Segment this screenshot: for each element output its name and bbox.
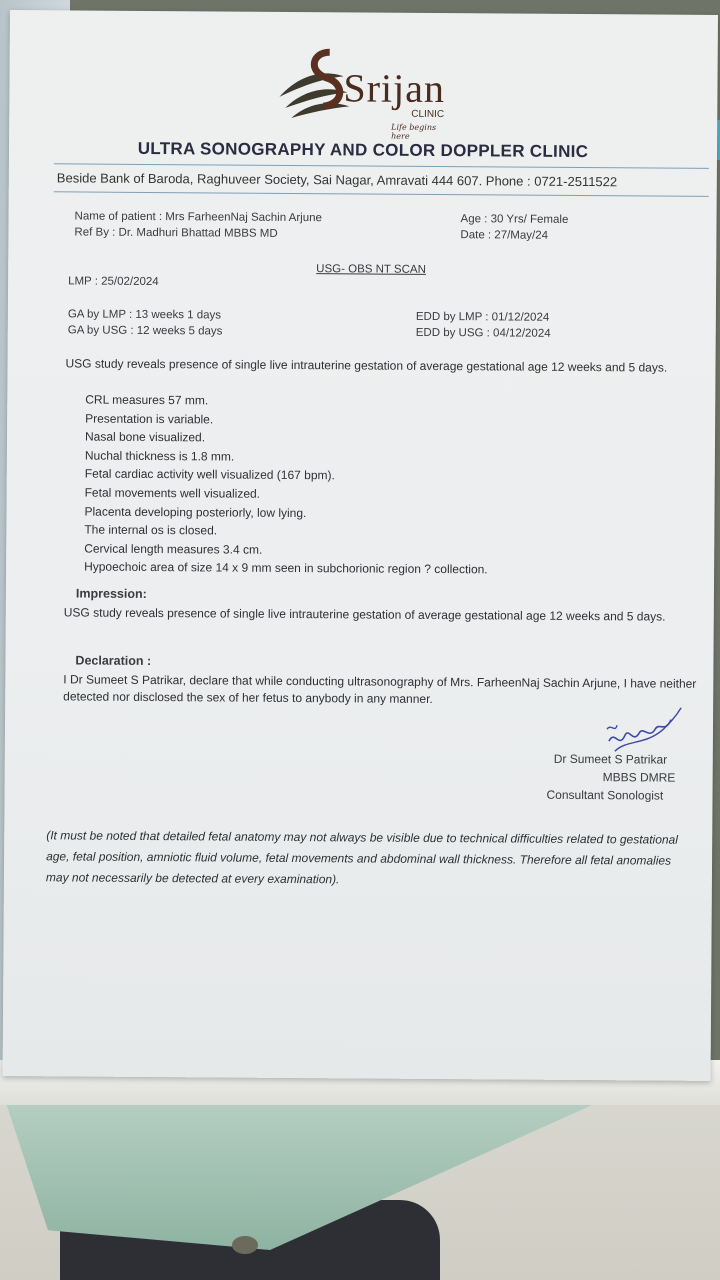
report-sheet bbox=[3, 10, 718, 1081]
impression-text: USG study reveals presence of single live intrauterine gestation of average gestational age 12 weeks and 5 days. bbox=[63, 605, 666, 624]
doctor-designation: Consultant Sonologist bbox=[546, 787, 664, 803]
impression-heading: Impression: bbox=[75, 586, 147, 601]
finding-item: Cervical length measures 3.4 cm. bbox=[84, 541, 263, 557]
report-title: USG- OBS NT SCAN bbox=[316, 263, 426, 276]
clipboard-rivet bbox=[232, 1236, 258, 1254]
logo-tagline: Life begins here bbox=[391, 122, 437, 141]
finding-item: CRL measures 57 mm. bbox=[85, 392, 209, 408]
clinic-logo bbox=[271, 42, 452, 139]
finding-item: Presentation is variable. bbox=[85, 411, 214, 427]
patient-age: Age : 30 Yrs/ Female bbox=[460, 213, 569, 226]
doctor-qualification: MBBS DMRE bbox=[602, 770, 676, 785]
report-date: Date : 27/May/24 bbox=[460, 229, 549, 242]
logo-wordmark: Srijan bbox=[343, 65, 446, 112]
declaration-text: I Dr Sumeet S Patrikar, declare that while conducting ultrasonography of Mrs. FarheenNaj Sachin Arjune, I have neither detected nor disclosed the sex of her fetus to anybody in any manner. bbox=[63, 672, 697, 706]
address-rule bbox=[54, 191, 709, 197]
finding-item: Hypoechoic area of size 14 x 9 mm seen in subchorionic region ? collection. bbox=[84, 559, 488, 577]
doctor-name: Dr Sumeet S Patrikar bbox=[553, 751, 668, 767]
ga-by-lmp: GA by LMP : 13 weeks 1 days bbox=[67, 308, 222, 322]
logo-subtext: CLINIC bbox=[411, 108, 445, 121]
finding-item: Nuchal thickness is 1.8 mm. bbox=[84, 448, 235, 464]
patient-name: Name of patient : Mrs FarheenNaj Sachin Arjune bbox=[74, 210, 322, 225]
lmp: LMP : 25/02/2024 bbox=[68, 275, 159, 289]
disclaimer-note: (It must be noted that detailed fetal anatomy may not always be visible due to technical difficulties related to gestational age, fetal position, amniotic fluid volume, fetal movements and abdominal wall thickness. Therefore all fetal anomalies may not necessarily be detected at every examination). bbox=[45, 828, 678, 887]
findings-list bbox=[84, 391, 489, 580]
clinic-address: Beside Bank of Baroda, Raghuveer Society, Sai Nagar, Amravati 444 607. Phone : 0721-2511522 bbox=[56, 170, 618, 190]
referred-by: Ref By : Dr. Madhuri Bhattad MBBS MD bbox=[74, 226, 278, 240]
clinic-name: ULTRA SONOGRAPHY AND COLOR DOPPLER CLINIC bbox=[137, 138, 589, 162]
header-rule bbox=[54, 163, 709, 169]
finding-item: The internal os is closed. bbox=[84, 522, 218, 538]
finding-item: Fetal cardiac activity well visualized (167 bpm). bbox=[84, 466, 335, 483]
finding-item: Nasal bone visualized. bbox=[84, 429, 206, 445]
finding-item: Fetal movements well visualized. bbox=[84, 485, 261, 501]
edd-by-usg: EDD by USG : 04/12/2024 bbox=[415, 326, 551, 340]
doctor-signature-icon bbox=[605, 699, 685, 760]
study-summary: USG study reveals presence of single live intrauterine gestation of average gestational age 12 weeks and 5 days. bbox=[65, 356, 668, 375]
declaration-heading: Declaration : bbox=[75, 653, 152, 669]
finding-item: Placenta developing posteriorly, low lying. bbox=[84, 504, 307, 520]
edd-by-lmp: EDD by LMP : 01/12/2024 bbox=[415, 310, 550, 324]
ga-by-usg: GA by USG : 12 weeks 5 days bbox=[67, 324, 223, 338]
